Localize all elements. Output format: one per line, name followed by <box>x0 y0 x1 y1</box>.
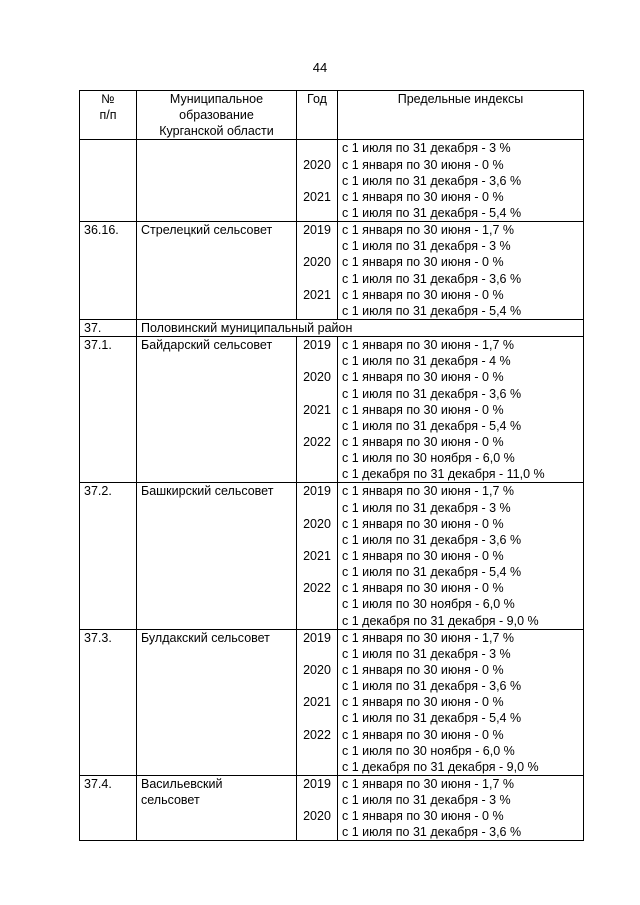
header-municipality-line: Курганской области <box>159 124 274 139</box>
row-number: 37.1. <box>80 337 137 483</box>
header-indices-label: Предельные индексы <box>397 92 524 106</box>
year-value: 2021 <box>303 287 331 302</box>
table-row <box>80 140 584 222</box>
index-line: с 1 июля по 31 декабря - 3,6 % <box>342 679 522 694</box>
municipality-name-line: Байдарский сельсовет <box>141 338 273 353</box>
page-number: 44 <box>312 60 328 75</box>
municipality-name <box>137 483 297 629</box>
header-municipality <box>137 91 297 140</box>
year-value: 2022 <box>303 434 331 449</box>
index-line: с 1 июля по 31 декабря - 3 % <box>342 793 511 808</box>
index-line: с 1 июля по 30 ноября - 6,0 % <box>342 597 515 612</box>
year-value <box>301 450 333 466</box>
year-value: 2020 <box>303 516 331 531</box>
index-line: с 1 июля по 31 декабря - 5,4 % <box>342 418 522 433</box>
municipality-name <box>137 337 297 483</box>
index-line: с 1 июля по 31 декабря - 3 % <box>342 239 511 254</box>
year-value: 2020 <box>303 370 331 385</box>
index-line: с 1 июля по 31 декабря - 3,6 % <box>342 173 522 188</box>
index-line: с 1 июля по 31 декабря - 3,6 % <box>342 271 522 286</box>
index-line: с 1 июля по 31 декабря - 3 % <box>342 646 511 661</box>
year-cell <box>297 337 338 483</box>
table-row <box>80 222 584 320</box>
year-value: 2021 <box>303 189 331 204</box>
header-municipality-line: образование <box>179 108 254 123</box>
index-line: с 1 января по 30 июня - 0 % <box>342 695 504 710</box>
header-number-line: № <box>101 92 115 106</box>
indices-cell <box>338 629 584 775</box>
row-number: 37.4. <box>80 775 137 841</box>
index-line: с 1 января по 30 июня - 0 % <box>342 189 504 204</box>
row-number: 37. <box>80 319 137 336</box>
year-value <box>301 303 333 319</box>
index-line: с 1 декабря по 31 декабря - 9,0 % <box>342 759 539 774</box>
index-line: с 1 января по 30 июня - 0 % <box>342 662 504 677</box>
index-line: с 1 января по 30 июня - 0 % <box>342 434 504 449</box>
district-title: Половинский муниципальный район <box>137 319 584 336</box>
municipality-name <box>137 222 297 320</box>
row-number: 36.16. <box>80 222 137 320</box>
year-value <box>301 564 333 580</box>
index-line: с 1 июля по 31 декабря - 5,4 % <box>342 711 522 726</box>
index-line: с 1 января по 30 июня - 0 % <box>342 727 504 742</box>
year-value: 2020 <box>303 255 331 270</box>
table-header-row <box>80 91 584 140</box>
year-value: 2019 <box>303 338 331 353</box>
index-line: с 1 июля по 31 декабря - 5,4 % <box>342 205 522 220</box>
index-line: с 1 января по 30 июня - 1,7 % <box>342 338 514 353</box>
year-cell <box>297 222 338 320</box>
year-value: 2022 <box>303 581 331 596</box>
header-municipality-line: Муниципальное <box>169 92 264 106</box>
indices-cell <box>338 337 584 483</box>
index-line: с 1 июля по 31 декабря - 3 % <box>342 141 511 156</box>
index-line: с 1 января по 30 июня - 0 % <box>342 255 504 270</box>
indices-cell <box>338 483 584 629</box>
year-value <box>301 205 333 221</box>
index-line: с 1 декабря по 31 декабря - 9,0 % <box>342 613 539 628</box>
municipality-name-line: сельсовет <box>141 793 200 808</box>
table-row <box>80 483 584 629</box>
year-value <box>301 646 333 662</box>
index-line: с 1 января по 30 июня - 0 % <box>342 809 504 824</box>
year-value <box>301 173 333 189</box>
year-value: 2019 <box>303 223 331 238</box>
index-line: с 1 декабря по 31 декабря - 11,0 % <box>342 467 545 482</box>
year-cell <box>297 140 338 222</box>
year-value: 2019 <box>303 630 331 645</box>
year-value: 2021 <box>303 548 331 563</box>
year-cell <box>297 775 338 841</box>
index-line: с 1 января по 30 июня - 0 % <box>342 402 504 417</box>
index-line: с 1 июля по 31 декабря - 3,6 % <box>342 532 522 547</box>
year-value: 2021 <box>303 695 331 710</box>
index-line: с 1 января по 30 июня - 1,7 % <box>342 776 514 791</box>
index-line: с 1 июля по 31 декабря - 3,6 % <box>342 825 522 840</box>
index-line: с 1 января по 30 июня - 0 % <box>342 157 504 172</box>
header-number-line: п/п <box>99 108 117 123</box>
row-number: 37.2. <box>80 483 137 629</box>
year-value: 2019 <box>303 484 331 499</box>
index-line: с 1 января по 30 июня - 0 % <box>342 287 504 302</box>
district-row <box>80 319 584 336</box>
municipality-name-line: Васильевский <box>141 776 223 791</box>
municipality-name-line: Стрелецкий сельсовет <box>141 223 273 238</box>
index-line: с 1 июля по 31 декабря - 4 % <box>342 354 511 369</box>
year-value <box>301 386 333 402</box>
table-row <box>80 629 584 775</box>
index-line: с 1 января по 30 июня - 1,7 % <box>342 630 514 645</box>
year-value <box>301 500 333 516</box>
index-line: с 1 января по 30 июня - 1,7 % <box>342 223 514 238</box>
year-value: 2022 <box>303 727 331 742</box>
municipality-name-line: Башкирский сельсовет <box>141 484 274 499</box>
year-value <box>301 743 333 759</box>
row-number: 37.3. <box>80 629 137 775</box>
limit-indices-table <box>79 90 584 841</box>
row-number <box>80 140 137 222</box>
year-value <box>301 418 333 434</box>
index-line: с 1 января по 30 июня - 0 % <box>342 548 504 563</box>
header-indices <box>338 91 584 140</box>
index-line: с 1 июля по 31 декабря - 3 % <box>342 500 511 515</box>
year-cell <box>297 629 338 775</box>
year-value <box>301 792 333 808</box>
municipality-name <box>137 629 297 775</box>
index-line: с 1 января по 30 июня - 0 % <box>342 516 504 531</box>
year-value: 2020 <box>303 662 331 677</box>
year-value <box>301 710 333 726</box>
year-value <box>301 532 333 548</box>
index-line: с 1 июля по 31 декабря - 5,4 % <box>342 303 522 318</box>
year-value <box>301 596 333 612</box>
year-value: 2020 <box>303 157 331 172</box>
municipality-name <box>137 775 297 841</box>
index-line: с 1 июля по 31 декабря - 5,4 % <box>342 565 522 580</box>
year-cell <box>297 483 338 629</box>
year-value: 2020 <box>303 809 331 824</box>
index-line: с 1 января по 30 июня - 0 % <box>342 581 504 596</box>
index-line: с 1 июля по 31 декабря - 3,6 % <box>342 386 522 401</box>
indices-cell <box>338 140 584 222</box>
indices-cell <box>338 775 584 841</box>
year-value <box>301 678 333 694</box>
year-value <box>301 466 333 482</box>
index-line: с 1 января по 30 июня - 0 % <box>342 370 504 385</box>
year-value <box>301 824 333 840</box>
indices-cell <box>338 222 584 320</box>
year-value: 2019 <box>303 776 331 791</box>
year-value <box>301 140 333 156</box>
index-line: с 1 июля по 30 ноября - 6,0 % <box>342 451 515 466</box>
index-line: с 1 июля по 30 ноября - 6,0 % <box>342 743 515 758</box>
header-number <box>80 91 137 140</box>
year-value <box>301 353 333 369</box>
table-row <box>80 775 584 841</box>
table-body <box>80 140 584 841</box>
index-line: с 1 января по 30 июня - 1,7 % <box>342 484 514 499</box>
header-year-label: Год <box>307 92 327 106</box>
year-value <box>301 613 333 629</box>
year-value: 2021 <box>303 402 331 417</box>
header-year <box>297 91 338 140</box>
year-value <box>301 238 333 254</box>
year-value <box>301 271 333 287</box>
year-value <box>301 759 333 775</box>
municipality-name-line: Булдакский сельсовет <box>141 630 270 645</box>
table-row <box>80 337 584 483</box>
municipality-name <box>137 140 297 222</box>
